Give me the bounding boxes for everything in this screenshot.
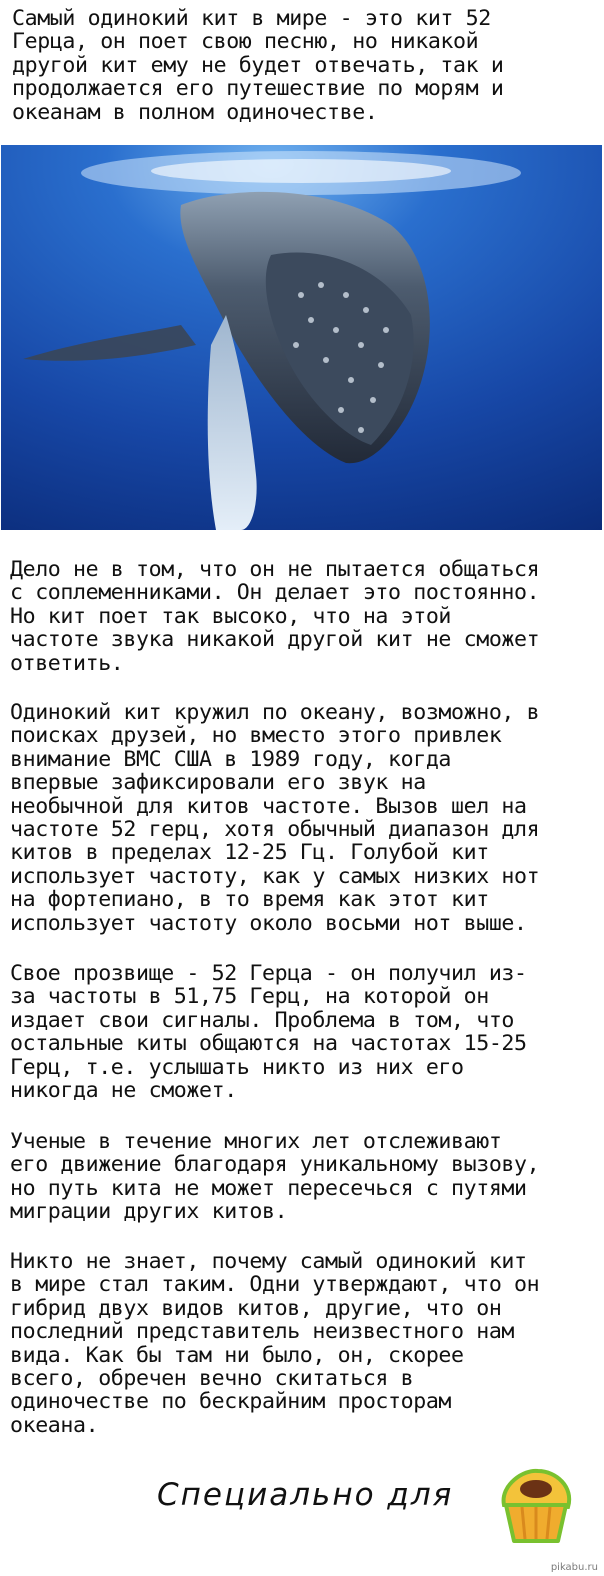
footer-dedication-text: Специально для: [157, 1477, 454, 1513]
watermark-text: pikabu.ru: [550, 1562, 598, 1573]
muffin-logo-icon: [494, 1465, 578, 1549]
whale-photo: [1, 145, 602, 530]
paragraph: Ученые в течение многих лет отслеживают его движение благодаря уникальному вызову, но путь кита не может пересечься с путями миграции других китов.: [10, 1129, 540, 1225]
paragraph: Свое прозвище - 52 Герца - он получил из- за частоты в 51,75 Герц, на которой он издает свои сигналы. Проблема в том, что остальные киты общаются на частотах 15-25 Герц, т.е. услышать никто из них его никогда не сможет.: [10, 961, 527, 1104]
paragraph: Никто не знает, почему самый одинокий кит в мире стал таким. Одни утверждают, что он гибрид двух видов китов, другие, что он последний представитель неизвестного нам вида. Как бы там ни было, он, скорее всего, обречен вечно скитаться в одиночестве по бескрайним просторам океана.: [10, 1249, 540, 1438]
intro-text: Самый одинокий кит в мире - это кит 52 Герца, он поет свою песню, но никакой другой кит ему не будет отвечать, так и продолжается его путешествие по морям и океанам в полном одиночестве.: [12, 6, 504, 125]
paragraph: Одинокий кит кружил по океану, возможно, в поисках друзей, но вместо этого привлек внимание ВМС США в 1989 году, когда впервые зафиксировали его звук на необычной для китов частоте. Вызов шел на частоте 52 герц, хотя обычный диапазон для китов в пределах 12-25 Гц. Голубой кит использует частоту, как у самых низких нот на фортепиано, в то время как этот кит использует частоту около восьми нот выше.: [10, 700, 540, 936]
paragraph: Дело не в том, что он не пытается общаться с соплеменниками. Он делает это постоянно. Но кит поет так высоко, что на этой частоте звука никакой другой кит не сможет ответить.: [10, 557, 540, 676]
